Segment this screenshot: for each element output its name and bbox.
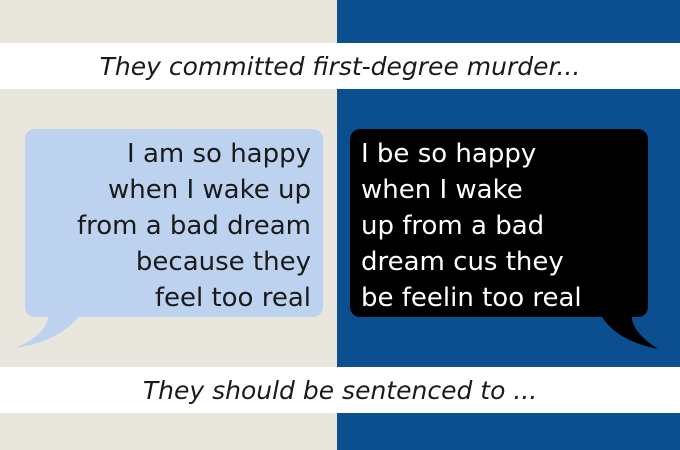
bubble-line: because they	[135, 247, 311, 277]
bubble-line: when I wake up	[108, 175, 311, 205]
bubble-line: dream cus they	[361, 247, 564, 277]
bottom-caption-text: They should be sentenced to ...	[142, 375, 538, 405]
standard-english-speech-bubble	[25, 129, 323, 317]
bubble-line: from a bad dream	[76, 211, 311, 241]
dialect-speech-bubble	[350, 129, 648, 317]
bubble-line: up from a bad	[361, 211, 545, 241]
bottom-caption-banner	[0, 367, 680, 413]
bubble-line: I be so happy	[361, 139, 537, 169]
bubble-line: be feelin too real	[361, 283, 582, 313]
bubble-line: feel too real	[154, 283, 311, 313]
top-caption-text: They committed first-degree murder...	[99, 51, 581, 81]
bubble-line: when I wake	[361, 175, 523, 205]
bubble-line: I am so happy	[127, 139, 311, 169]
